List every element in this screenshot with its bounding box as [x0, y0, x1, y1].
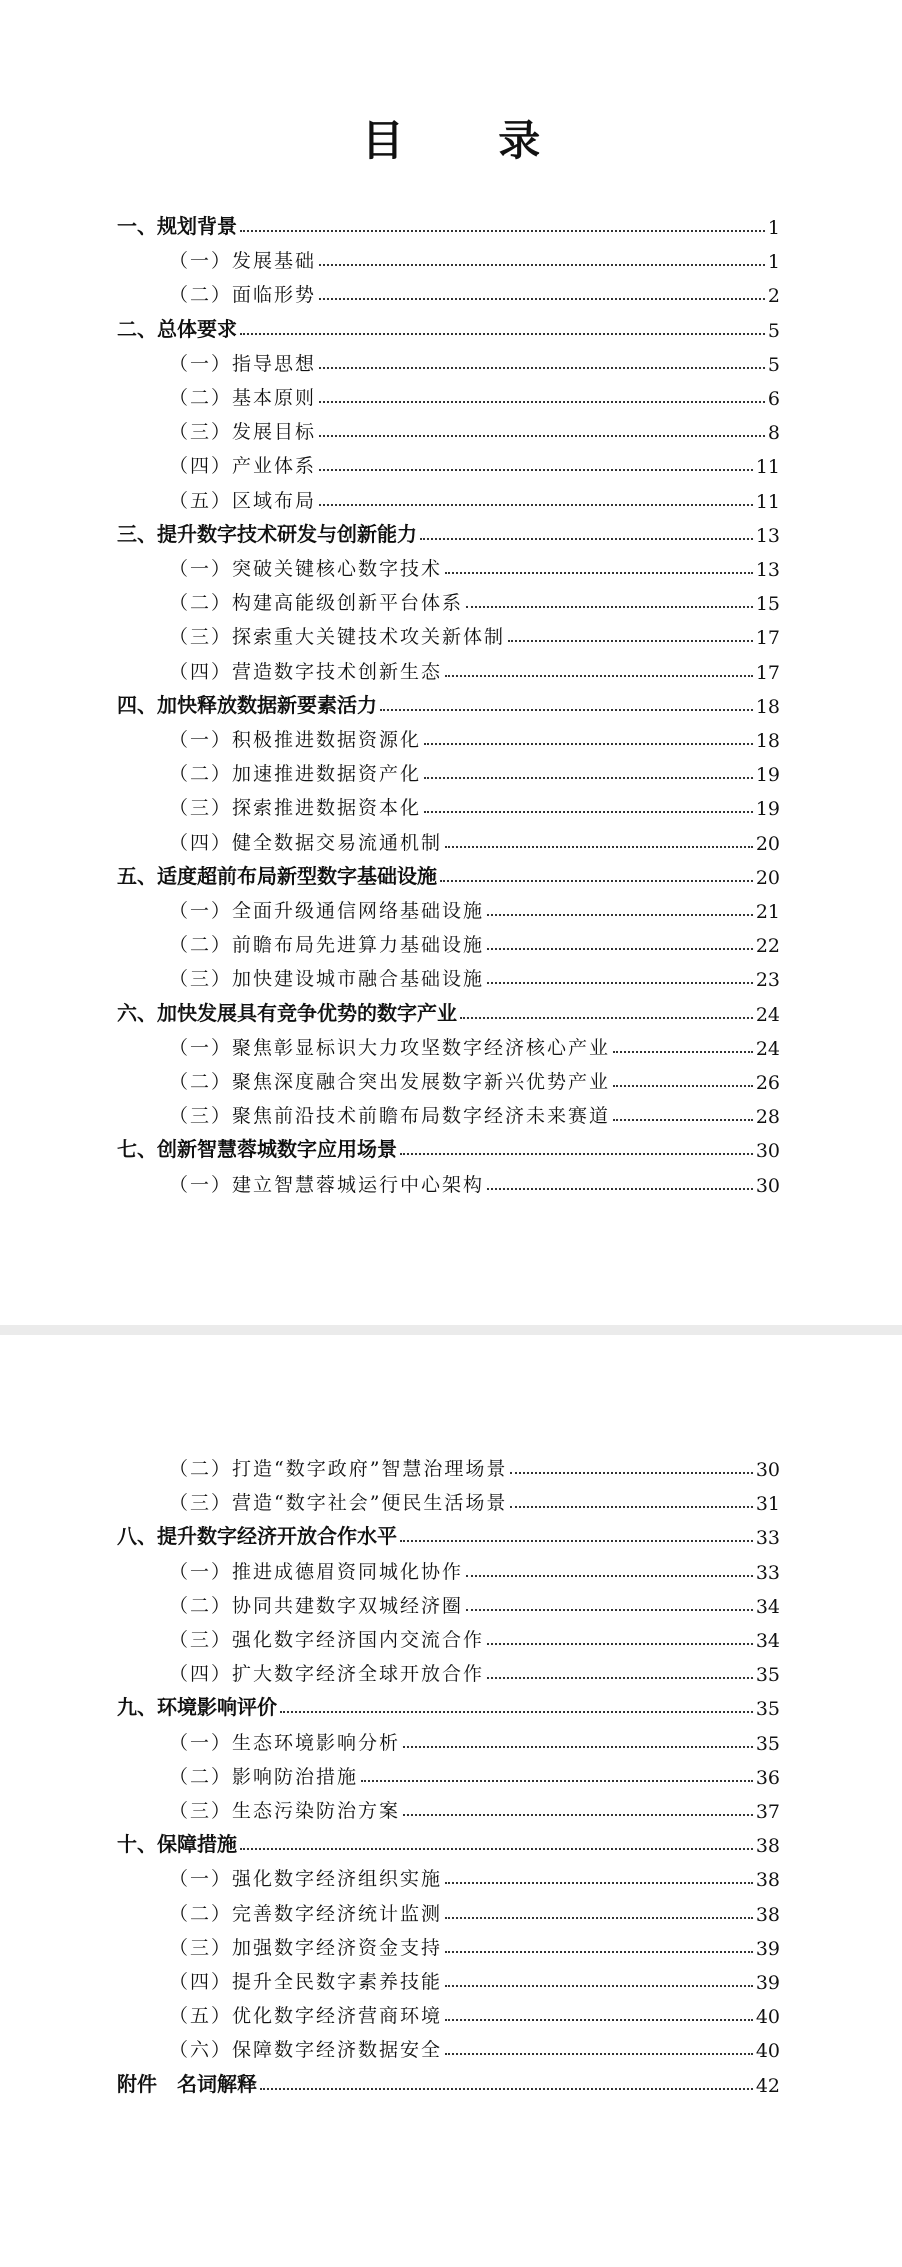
- toc-entry-label: （一）聚焦彰显标识大力攻坚数字经济核心产业: [169, 1036, 611, 1059]
- toc-page-number: 21: [755, 901, 780, 923]
- toc-entry-label: （一）全面升级通信网络基础设施: [169, 900, 485, 922]
- toc-chapter-entry[interactable]: [117, 684, 780, 718]
- toc-entry-label: 二、总体要求: [117, 316, 237, 341]
- toc-page-number: 38: [755, 1869, 780, 1892]
- toc-section-entry[interactable]: [117, 581, 780, 615]
- toc-section-entry[interactable]: [117, 1163, 780, 1197]
- dot-leader: [361, 1779, 753, 1782]
- toc-entry-label: 九、环境影响评价: [117, 1695, 277, 1720]
- toc-section-entry[interactable]: [117, 786, 780, 820]
- dot-leader: [319, 468, 753, 471]
- toc-entry-label: （二）面临形势: [169, 284, 317, 307]
- document-page-2: [0, 1335, 902, 2267]
- dot-leader: [445, 2018, 753, 2021]
- toc-page-number: 40: [755, 2006, 780, 2029]
- toc-chapter-entry[interactable]: [117, 205, 780, 239]
- toc-page-number: 30: [755, 1140, 780, 1163]
- toc-page-number: 38: [755, 1903, 780, 1926]
- toc-page-number: 42: [755, 2074, 780, 2097]
- dot-leader: [445, 2052, 753, 2055]
- toc-entry-label: （二）打造“数字政府”智慧治理场景: [169, 1458, 508, 1480]
- dot-leader: [319, 297, 765, 300]
- toc-entry-label: 四、加快释放数据新要素活力: [117, 692, 377, 717]
- toc-page-number: 15: [755, 593, 780, 616]
- toc-entry-label: 五、适度超前布局新型数字基础设施: [117, 863, 437, 888]
- toc-page-number: 28: [755, 1106, 780, 1129]
- toc-page-number: 34: [755, 1630, 780, 1652]
- toc-page-number: 22: [755, 935, 780, 958]
- toc-entry-label: （三）营造“数字社会”便民生活场景: [169, 1492, 508, 1515]
- toc-section-entry[interactable]: [117, 1755, 780, 1789]
- toc-chapter-entry[interactable]: [117, 1686, 780, 1720]
- dot-leader: [613, 1084, 753, 1087]
- toc-section-entry[interactable]: [117, 1550, 780, 1584]
- dot-leader: [487, 1642, 753, 1645]
- dot-leader: [240, 229, 765, 232]
- toc-section-entry[interactable]: [117, 1994, 780, 2028]
- toc-page-number: 24: [755, 1037, 780, 1060]
- dot-leader: [466, 1574, 753, 1577]
- toc-page-number: 31: [755, 1493, 780, 1516]
- toc-page-number: 6: [767, 388, 780, 410]
- toc-entry-label: （三）发展目标: [169, 421, 317, 444]
- toc-section-entry[interactable]: [117, 752, 780, 786]
- toc-section-entry[interactable]: [117, 1892, 780, 1926]
- toc-section-entry[interactable]: [117, 615, 780, 649]
- toc-page-number: 11: [755, 456, 780, 479]
- dot-leader: [487, 913, 753, 916]
- toc-page-number: 23: [755, 969, 780, 992]
- toc-page-number: 13: [755, 524, 780, 547]
- toc-page-number: 38: [755, 1835, 780, 1858]
- dot-leader: [319, 400, 765, 403]
- dot-leader: [403, 1813, 753, 1816]
- dot-leader: [445, 1950, 753, 1953]
- toc-page-number: 18: [755, 695, 780, 718]
- toc-entry-label: 三、提升数字技术研发与创新能力: [117, 521, 417, 546]
- toc-chapter-entry[interactable]: [117, 513, 780, 547]
- dot-leader: [280, 1710, 753, 1713]
- toc-entry-label: （四）产业体系: [169, 455, 317, 478]
- toc-section-entry[interactable]: [117, 410, 780, 444]
- toc-page-number: 20: [755, 832, 780, 855]
- toc-page-number: 26: [755, 1072, 780, 1094]
- toc-page-number: 35: [755, 1664, 780, 1687]
- dot-leader: [510, 1505, 752, 1508]
- toc-section-entry[interactable]: [117, 889, 780, 923]
- toc-page-number: 33: [755, 1527, 780, 1550]
- toc-chapter-entry[interactable]: [117, 1823, 780, 1857]
- toc-section-entry[interactable]: [117, 239, 780, 273]
- toc-entry-label: （四）提升全民数字素养技能: [169, 1971, 443, 1993]
- toc-section-entry[interactable]: [117, 1926, 780, 1960]
- toc-page-number: 17: [755, 627, 780, 650]
- toc-entry-label: （二）加速推进数据资产化: [169, 763, 422, 786]
- toc-chapter-entry[interactable]: [117, 992, 780, 1026]
- toc-page-number: 1: [767, 217, 780, 239]
- toc-entry-label: （三）加快建设城市融合基础设施: [169, 968, 485, 991]
- dot-leader: [440, 879, 753, 882]
- toc-chapter-entry[interactable]: [117, 1515, 780, 1549]
- dot-leader: [420, 537, 753, 540]
- toc-entry-label: （一）强化数字经济组织实施: [169, 1868, 443, 1891]
- toc-entry-label: （二）基本原则: [169, 387, 317, 409]
- toc-chapter-entry[interactable]: [117, 308, 780, 342]
- toc-section-entry[interactable]: [117, 718, 780, 752]
- toc-chapter-entry[interactable]: [117, 855, 780, 889]
- toc-chapter-entry[interactable]: [117, 1128, 780, 1162]
- toc-page-number: 24: [755, 1003, 780, 1026]
- toc-entry-label: （一）发展基础: [169, 250, 317, 273]
- toc-section-entry[interactable]: [117, 1094, 780, 1128]
- toc-section-entry[interactable]: [117, 821, 780, 855]
- toc-page-number: 19: [755, 764, 780, 787]
- toc-entry-label: （五）区域布局: [169, 489, 317, 512]
- dot-leader: [319, 434, 765, 437]
- toc-chapter-entry[interactable]: [117, 2063, 780, 2097]
- toc-page-number: 39: [755, 1972, 780, 1994]
- toc-entry-label: （三）聚焦前沿技术前瞻布局数字经济未来赛道: [169, 1105, 611, 1128]
- toc-entry-label: （一）生态环境影响分析: [169, 1731, 401, 1754]
- toc-entry-label: （一）推进成德眉资同城化协作: [169, 1560, 464, 1583]
- toc-page-number: 5: [767, 319, 780, 342]
- toc-entry-label: （三）生态污染防治方案: [169, 1800, 401, 1822]
- dot-leader: [424, 742, 753, 745]
- toc-page-number: 20: [755, 866, 780, 889]
- dot-leader: [510, 1471, 752, 1474]
- dot-leader: [400, 1152, 753, 1155]
- dot-leader: [240, 332, 765, 335]
- toc-page-number: 1: [767, 251, 780, 274]
- toc-section-entry[interactable]: [117, 923, 780, 957]
- dot-leader: [400, 1539, 753, 1542]
- toc-section-entry[interactable]: [117, 1721, 780, 1755]
- toc-section-entry[interactable]: [117, 547, 780, 581]
- toc-page-number: 36: [755, 1766, 780, 1789]
- toc-entry-label: （五）优化数字经济营商环境: [169, 2005, 443, 2028]
- toc-entry-label: （三）探索推进数据资本化: [169, 797, 422, 820]
- toc-entry-label: （四）扩大数字经济全球开放合作: [169, 1663, 485, 1686]
- dot-leader: [445, 674, 753, 677]
- toc-entry-label: （二）影响防治措施: [169, 1765, 359, 1788]
- toc-page-number: 30: [755, 1459, 780, 1481]
- toc-section-entry[interactable]: [117, 342, 780, 376]
- toc-section-entry[interactable]: [117, 1652, 780, 1686]
- toc-section-entry[interactable]: [117, 2028, 780, 2062]
- dot-leader: [424, 776, 753, 779]
- toc-entry-label: 一、规划背景: [117, 214, 237, 238]
- toc-entry-label: 附件 名词解释: [117, 2071, 257, 2096]
- toc-section-entry[interactable]: [117, 1857, 780, 1891]
- toc-page-number: 13: [755, 559, 780, 581]
- toc-section-entry[interactable]: [117, 273, 780, 307]
- toc-title: 目 录: [361, 116, 581, 165]
- toc-entry-label: （二）协同共建数字双城经济圈: [169, 1594, 464, 1617]
- toc-entry-label: （一）指导思想: [169, 352, 317, 375]
- toc-page-number: 40: [755, 2040, 780, 2063]
- dot-leader: [445, 1916, 753, 1919]
- dot-leader: [487, 947, 753, 950]
- toc-entry-label: （二）聚焦深度融合突出发展数字新兴优势产业: [169, 1071, 611, 1093]
- dot-leader: [445, 571, 753, 574]
- toc-section-entry[interactable]: [117, 650, 780, 684]
- dot-leader: [445, 845, 753, 848]
- toc-entry-label: （四）营造数字技术创新生态: [169, 660, 443, 683]
- dot-leader: [487, 1187, 753, 1190]
- toc-section-entry[interactable]: [117, 1060, 780, 1094]
- toc-section-entry[interactable]: [117, 1026, 780, 1060]
- toc-section-entry[interactable]: [117, 376, 780, 410]
- toc-page-number: 17: [755, 661, 780, 684]
- dot-leader: [445, 1881, 753, 1884]
- toc-page-number: 5: [767, 353, 780, 376]
- toc-entry-label: （二）构建高能级创新平台体系: [169, 592, 464, 615]
- toc-entry-label: 八、提升数字经济开放合作水平: [117, 1524, 397, 1549]
- toc-page-number: 18: [755, 730, 780, 752]
- toc-page-number: 35: [755, 1698, 780, 1721]
- toc-entry-label: 十、保障措施: [117, 1832, 237, 1857]
- dot-leader: [466, 605, 753, 608]
- toc-page-number: 34: [755, 1595, 780, 1618]
- toc-page-number: 11: [755, 490, 780, 513]
- dot-leader: [319, 366, 765, 369]
- toc-entry-label: （一）建立智慧蓉城运行中心架构: [169, 1173, 485, 1196]
- toc-section-entry[interactable]: [117, 1618, 780, 1652]
- dot-leader: [487, 981, 753, 984]
- toc-section-entry[interactable]: [117, 957, 780, 991]
- toc-section-entry[interactable]: [117, 444, 780, 478]
- dot-leader: [260, 2087, 753, 2090]
- toc-entry-label: （一）突破关键核心数字技术: [169, 558, 443, 580]
- dot-leader: [613, 1118, 753, 1121]
- toc-section-entry[interactable]: [117, 1789, 780, 1823]
- toc-entry-label: （三）加强数字经济资金支持: [169, 1936, 443, 1959]
- toc-entry-label: （六）保障数字经济数据安全: [169, 2039, 443, 2062]
- toc-page-number: 8: [767, 422, 780, 445]
- dot-leader: [460, 1016, 753, 1019]
- toc-entry-label: 七、创新智慧蓉城数字应用场景: [117, 1137, 397, 1162]
- dot-leader: [319, 263, 765, 266]
- toc-page-number: 35: [755, 1732, 780, 1755]
- dot-leader: [403, 1745, 753, 1748]
- toc-page-number: 37: [755, 1801, 780, 1823]
- toc-entry-label: （二）前瞻布局先进算力基础设施: [169, 934, 485, 957]
- toc-entry-label: 六、加快发展具有竞争优势的数字产业: [117, 1000, 457, 1025]
- toc-section-entry[interactable]: [117, 1481, 780, 1515]
- toc-page-number: 33: [755, 1561, 780, 1584]
- dot-leader: [487, 1676, 753, 1679]
- dot-leader: [508, 639, 753, 642]
- toc-page-number: 2: [767, 285, 780, 308]
- dot-leader: [319, 503, 753, 506]
- toc-entry-label: （三）探索重大关键技术攻关新体制: [169, 626, 506, 649]
- dot-leader: [466, 1608, 753, 1611]
- toc-section-entry[interactable]: [117, 1584, 780, 1618]
- toc-entry-label: （三）强化数字经济国内交流合作: [169, 1629, 485, 1651]
- toc-entry-label: （四）健全数据交易流通机制: [169, 831, 443, 854]
- toc-entry-label: （二）完善数字经济统计监测: [169, 1902, 443, 1925]
- dot-leader: [424, 810, 753, 813]
- toc-entry-label: （一）积极推进数据资源化: [169, 729, 422, 751]
- dot-leader: [445, 1984, 753, 1987]
- toc-section-entry[interactable]: [117, 1447, 780, 1481]
- toc-page-number: 30: [755, 1174, 780, 1197]
- toc-page-number: 39: [755, 1937, 780, 1960]
- toc-section-entry[interactable]: [117, 1960, 780, 1994]
- dot-leader: [380, 708, 753, 711]
- dot-leader: [240, 1847, 753, 1850]
- toc-section-entry[interactable]: [117, 479, 780, 513]
- dot-leader: [613, 1050, 753, 1053]
- toc-page-number: 19: [755, 798, 780, 821]
